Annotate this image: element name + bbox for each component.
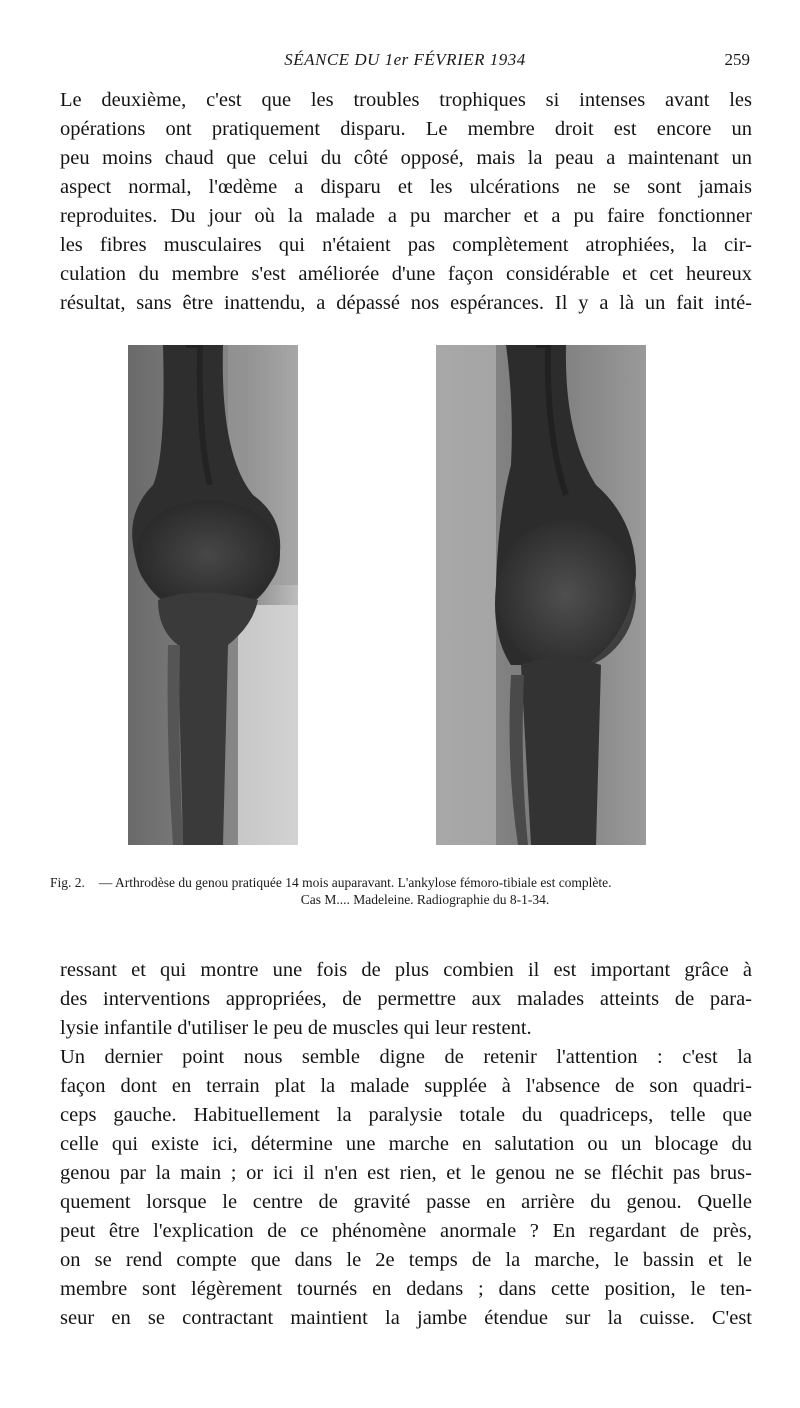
- text-line: on se rend compte que dans le 2e temps de la marche, le bassin et le: [60, 1249, 752, 1271]
- text-line: Un dernier point nous semble digne de retenir l'attention : c'est la: [60, 1046, 752, 1068]
- text-line: quement lorsque le centre de gravité passe en arrière du genou. Quelle: [60, 1191, 752, 1213]
- figure-label: Fig. 2.: [50, 875, 85, 890]
- text-line: lysie infantile d'utiliser le peu de muscles qui leur restent.: [60, 1017, 532, 1039]
- text-line: membre sont légèrement tournés en dedans ; dans cette position, le ten-: [60, 1278, 752, 1300]
- text-line: culation du membre s'est améliorée d'une façon considérable et cet heureux: [60, 263, 752, 285]
- text-line: peu moins chaud que celui du côté opposé, mais la peau a maintenant un: [60, 147, 752, 169]
- text-line: des interventions appropriées, de permettre aux malades atteints de para-: [60, 988, 752, 1010]
- text-line: opérations ont pratiquement disparu. Le membre droit est encore un: [60, 118, 752, 140]
- knee-radiograph-left: [128, 345, 298, 845]
- paragraph-bottom: [60, 956, 752, 1043]
- text-line: aspect normal, l'œdème a disparu et les ulcérations ne se sont jamais: [60, 176, 752, 198]
- running-header: [60, 50, 750, 74]
- text-line: façon dont en terrain plat la malade supplée à l'absence de son quadri-: [60, 1075, 752, 1097]
- text-line: résultat, sans être inattendu, a dépassé nos espérances. Il y a là un fait inté-: [60, 292, 752, 314]
- header-title: SÉANCE DU 1er FÉVRIER 1934: [284, 50, 526, 69]
- text-line: les fibres musculaires qui n'étaient pas complètement atrophiées, la cir-: [60, 234, 752, 256]
- text-line: celle qui existe ici, détermine une marche en salutation ou un blocage du: [60, 1133, 752, 1155]
- text-line: Le deuxième, c'est que les troubles trophiques si intenses avant les: [60, 89, 752, 111]
- caption-text: — Arthrodèse du genou pratiquée 14 mois auparavant. L'ankylose fémoro-tibiale est complète.: [98, 875, 612, 890]
- text-line: ceps gauche. Habituellement la paralysie totale du quadriceps, telle que: [60, 1104, 752, 1126]
- text-line: ressant et qui montre une fois de plus combien il est important grâce à: [60, 959, 752, 981]
- text-line: genou par la main ; or ici il n'en est rien, et le genou ne se fléchit pas brus-: [60, 1162, 752, 1184]
- page-number: 259: [724, 50, 750, 69]
- caption-line-1: [50, 874, 760, 891]
- paragraph-last: [60, 1043, 752, 1333]
- text-line: peut être l'explication de ce phénomène anormale ? En regardant de près,: [60, 1220, 752, 1242]
- text-line: reproduites. Du jour où la malade a pu marcher et a pu faire fonctionner: [60, 205, 752, 227]
- knee-radiograph-right: [436, 345, 646, 845]
- caption-line-2: Cas M.... Madeleine. Radiographie du 8-1-34.: [300, 892, 550, 907]
- paragraph-top: [60, 86, 752, 318]
- text-line: seur en se contractant maintient la jambe étendue sur la cuisse. C'est: [60, 1307, 752, 1329]
- figure-caption: [50, 874, 760, 908]
